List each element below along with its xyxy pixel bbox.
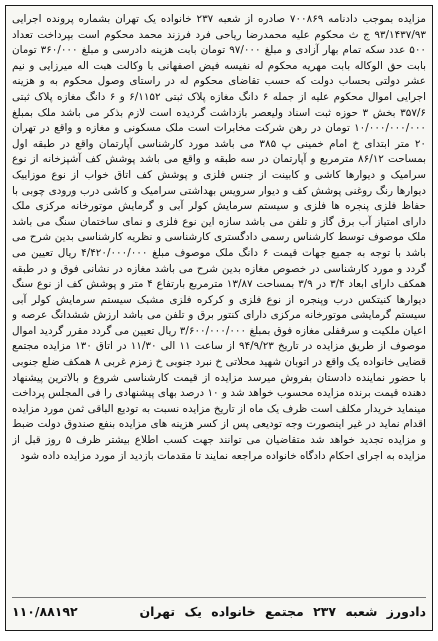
notice-footer bbox=[12, 597, 426, 624]
legal-notice bbox=[5, 5, 433, 631]
notice-code: ۱۱۰/۸۸۱۹۲ bbox=[12, 603, 78, 619]
notice-body-text: مزایده بموجب دادنامه ۷۰۰۸۶۹ صادره از شعبه ۲۳۷ خانواده یک تهران بشماره پرونده اجرایی ۹۳/۱۴۳۷/۹۳ ج ث محکوم علیه محمدرضا ریاحی فرد فرزند محمد محکوم است بپرداخت تعداد ۵۰۰ عدد سکه تمام بهار آزادی و مبلغ ۹۷/۰۰۰ تومان بابت هزینه دادرسی و مبلغ ۳۶۰/۰۰۰ تومان بابت حق الوکاله بابت مهریه محکوم له نفیسه فیض اصفهانی با وکالت هبت اله میرزایی و نیم عشر دولتی بحساب دولت که حسب تقاضای محکوم له در راستای وصول محکوم به و هزینه اجرایی اموال محکوم علیه از جمله ۶ دانگ مغازه پلاک ثبتی ۶/۱۱۵۲ و ۶ دانگ مغازه پلاک ثبتی ۳۵۷/۶ بخش ۳ حوزه ثبت اسناد ولیعصر بازداشت گردیده است لازم بذکر می باشد ملک بمبلغ ۱۰/۰۰۰/۰۰۰/۰۰۰ تومان در رهن شرکت مخابرات است ملک مسکونی و مغازه و واقع در تهران ۲۰ متر ابتدای خ امام خمینی پ ۳۸۵ می باشد مورد کارشناسی آپارتمان واقع در طبقه اول بمساحت ۸۶/۱۲ مترمربع و آپارتمان در سه طبقه و واقع می باشد پوشش کف آشپزخانه از نوع سرامیک و دیوارها کاشی و کابینت از جنس فلزی و پوشش کف اتاق خواب از نوع موزاییک دیوارها رنگ روغنی پوشش کف و دیوار سرویس بهداشتی سرامیک و کاشی درب ورودی چوبی با حفاظ فلزی پنجره ها فلزی و سیستم سرمایش کولر آبی و گرمایش موتورخانه مرکزی ملک دارای امتیاز آب برق گاز و تلفن می باشد سازه این نوع فلزی و نمای ساختمان سنگ می باشد ملک موصوف توسط کارشناس رسمی دادگستری کارشناسی و نظریه کارشناسی بدین شرح می باشد با توجه به جمیع جهات قیمت ۶ دانگ ملک موصوف مبلغ ۴/۴۲۰/۰۰۰/۰۰۰ ریال تعیین می گردد و مورد کارشناسی در خصوص مغازه بدین شرح می باشد مغازه در نشانی فوق و در طبقه همکف دارای ابعاد ۳/۴ در ۳/۹ بمساحت ۱۳/۸۷ مترمربع بارتفاع ۴ متر و پوشش کف از نوع سنگ دیوارها کنیتکس درب وپنجره از نوع فلزی و کرکره فلزی مشبک سیستم سرمایش کولر آبی سیستم گرمایشی موتورخانه مرکزی دارای کنتور برق و تلفن می باشد ارزش ششدانگ عرصه و اعیان ملکیت و سرقفلی مغازه فوق بمبلغ ۳/۶۰۰/۰۰۰/۰۰۰ ریال تعیین می گردد مقرر گردید اموال موصوف از طریق مزایده در تاریخ ۹۴/۹/۲۳ از ساعت ۱۱ الی ۱۱/۳۰ در اتاق ۱۳۰ مزایده مجتمع قضایی خانواده یک واقع در اتوبان شهید محلاتی خ نبرد جنوبی خ زمزم غربی ۸ همکف ضلع جنوبی با حضور نماینده دادستان بفروش میرسد مزایده از قیمت کارشناسی شروع و بالاترین پیشنهاد دهنده قیمت برنده مزایده محسوب خواهد شد و ۱۰ درصد بهای پیشنهادی را فی المجلس پرداخت مینماید خریدار مکلف است ظرف یک ماه از تاریخ مزایده نسبت به تودیع الباقی ثمن مورد مزایده اقدام نماید در غیر اینصورت وجه تودیعی پس از کسر هزینه های مزایده بنفع صندوق دولت ضبط و مزایده تجدید خواهد شد متقاضیان می توانند جهت کسب اطلاع بیشتر ظرف ۵ روز قبل از مزایده به اجرای احکام دادگاه خانواده مراجعه نمایند تا مقدمات بازدید از مورد مزایده داده شود bbox=[12, 13, 426, 462]
court-signature: دادورز شعبه ۲۳۷ مجتمع خانواده یک تهران bbox=[139, 603, 426, 619]
